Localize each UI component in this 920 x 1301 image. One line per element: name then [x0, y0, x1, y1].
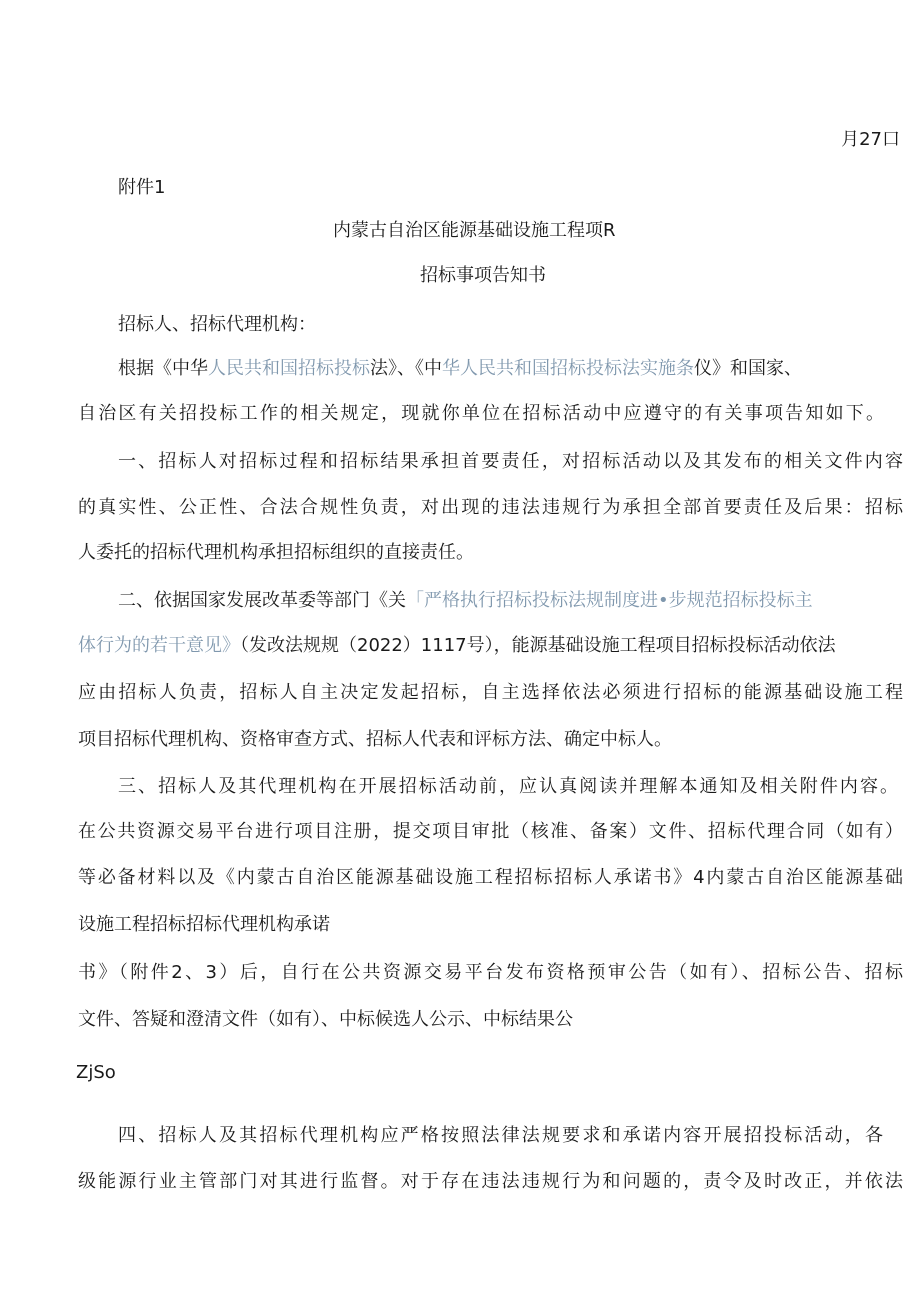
document-title-line-1: 内蒙古自治区能源基础设施工程项R	[333, 220, 616, 241]
para1-line-1: 一、招标人对招标过程和招标结果承担首要责任，对招标活动以及其发布的相关文件内容	[118, 451, 903, 472]
para3-line-5: 书》（附件2、3）后，自行在公共资源交易平台发布资格预审公告（如有）、招标公告、招标	[78, 962, 903, 983]
intro-text-a: 根据《中华	[118, 358, 208, 379]
policy-link-part-2[interactable]: 体行为的若干意见》	[78, 635, 240, 656]
law-link-1[interactable]: 人民共和国招标投标	[208, 358, 370, 379]
para4-line-2: 级能源行业主管部门对其进行监督。对于存在违法违规行为和问题的，责令及时改正，并依法	[78, 1171, 903, 1192]
document-title-line-2: 招标事项告知书	[420, 265, 546, 286]
para4-line-1: 四、招标人及其招标代理机构应严格按照法律法规要求和承诺内容开展招投标活动，各	[118, 1125, 883, 1146]
para2-line-1	[118, 589, 908, 613]
para3-line-3: 等必备材料以及《内蒙古自治区能源基础设施工程招标招标人承诺书》4内蒙古自治区能源基础	[78, 867, 903, 888]
para2-text-a: 二、依据国家发展改革委等部门《关	[118, 590, 406, 611]
para2-text-b: （发改法规规（2022）1117号），能源基础设施工程项目招标投标活动依法	[240, 635, 836, 656]
intro-text-c: 仪》和国家、	[694, 358, 802, 379]
para3-line-2: 在公共资源交易平台进行项目注册，提交项目审批（核准、备案）文件、招标代理合同（如有）	[78, 821, 903, 842]
para2-line-2	[78, 634, 903, 658]
policy-link-part-1[interactable]: 「严格执行招标投标法规制度进•步规范招标投标主	[406, 590, 813, 611]
intro-line-2: 自治区有关招投标工作的相关规定，现就你单位在招标活动中应遵守的有关事项告知如下。	[78, 403, 884, 424]
para1-line-2: 的真实性、公正性、合法合规性负责，对出现的违法违规行为承担全部首要责任及后果：招标	[78, 497, 903, 518]
intro-line-1	[118, 357, 903, 381]
para2-line-4: 项目招标代理机构、资格审查方式、招标人代表和评标方法、确定中标人。	[78, 729, 672, 750]
para1-line-3: 人委托的招标代理机构承担招标组织的直接责任。	[78, 542, 474, 563]
date-fragment: 月27口	[841, 129, 900, 150]
para3-line-4: 设施工程招标招标代理机构承诺	[78, 914, 330, 935]
para3-line-7: ZjSo	[76, 1062, 116, 1083]
para2-line-3: 应由招标人负责，招标人自主决定发起招标，自主选择依法必须进行招标的能源基础设施工程	[78, 682, 903, 703]
intro-text-b: 法》、《中	[370, 358, 442, 379]
para3-line-1: 三、招标人及其代理机构在开展招标活动前，应认真阅读并理解本通知及相关附件内容。	[118, 776, 898, 797]
para3-line-6: 文件、答疑和澄清文件（如有）、中标候选人公示、中标结果公	[78, 1009, 573, 1030]
law-link-2[interactable]: 华人民共和国招标投标法实施条	[442, 358, 694, 379]
salutation: 招标人、招标代理机构：	[118, 314, 316, 335]
attachment-label: 附件1	[118, 177, 166, 198]
